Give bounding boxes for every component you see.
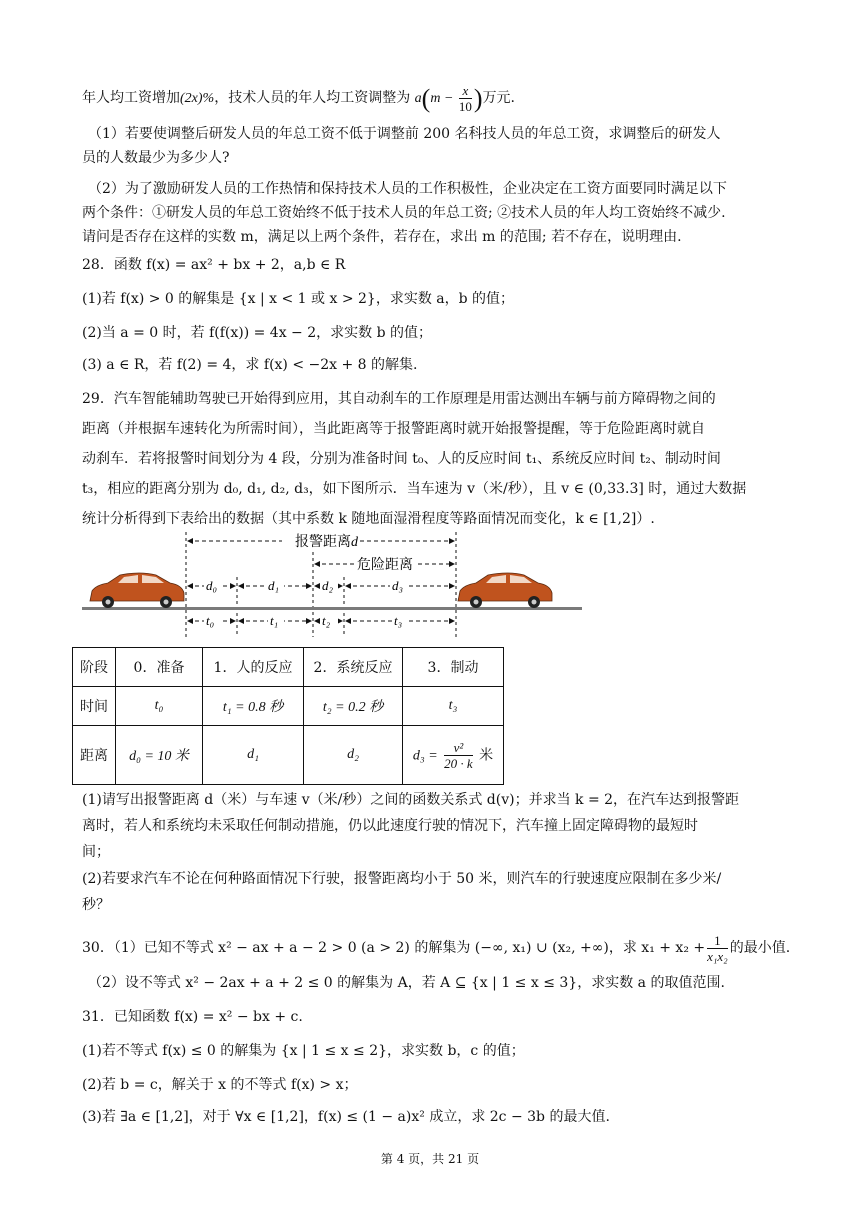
- p31-title: 31．已知函数 f(x) = x² − bx + c.: [82, 1009, 303, 1025]
- p27-q2-line2: 两个条件：①研发人员的年总工资始终不低于技术人员的年总工资; ②技术人员的年人均工资始终不减少.: [82, 205, 726, 221]
- p27-salary-line: [82, 83, 782, 113]
- p29-q1-line2: 离时，若人和系统均未采取任何制动措施，仍以此速度行驶的情况下，汽车撞上固定障碍物的最短时: [82, 818, 698, 834]
- p29-q1-line3: 间；: [82, 844, 110, 860]
- table-row: [73, 648, 504, 687]
- table-cell: t₀: [116, 687, 203, 726]
- t3-label: t₃: [394, 613, 403, 628]
- p28-title: 28．函数 f(x) = ax² + bx + 2，a,b ∈ R: [82, 257, 346, 273]
- t1-label: t₁: [270, 613, 279, 628]
- p27-text-d: 万元.: [482, 90, 516, 106]
- d3-label: d₃: [392, 578, 404, 593]
- p27-q2-line1: （2）为了激励研发人员的工作热情和保持技术人员的工作积极性，企业决定在工资方面要同时满足以下: [88, 181, 727, 197]
- car-left-icon: [90, 573, 184, 608]
- table-cell: 距离: [73, 726, 116, 785]
- braking-diagram: [82, 527, 586, 642]
- d0-label: d₀: [206, 578, 218, 593]
- p29-q2-line1: (2)若要求汽车不论在何种路面情况下行驶，报警距离均小于 50 米，则汽车的行驶速度应限制在多少米/: [82, 871, 722, 887]
- p29-line2: 距离（并根据车速转化为所需时间），当此距离等于报警距离时就开始报警提醒，等于危险距离时就自: [82, 421, 705, 437]
- p30-text-b: 的最小值.: [729, 940, 791, 956]
- t2-label: t₂: [322, 613, 331, 628]
- p27-q1-line2: 员的人数最少为多少人?: [82, 150, 230, 166]
- p30-fraction: $\frac{1}{\text{x₁x₂}}$: [707, 932, 728, 964]
- p29-q2-line2: 秒？: [82, 897, 110, 913]
- table-cell: 时间: [73, 687, 116, 726]
- p31-sub1: (1)若不等式 f(x) ≤ 0 的解集为 {x | 1 ≤ x ≤ 2}，求实数 b，c 的值；: [82, 1043, 525, 1059]
- table-cell: d₀ = 10 米: [116, 726, 203, 785]
- braking-stage-table: [72, 647, 504, 785]
- p27-formula: a(m − $\frac{x}{10}$ ): [414, 83, 483, 115]
- d2-label: d₂: [322, 578, 334, 593]
- p28-sub1: (1)若 f(x) > 0 的解集是 {x | x < 1 或 x > 2}，求实数 a，b 的值；: [82, 291, 515, 307]
- table-header-human-reaction: 1．人的反应: [203, 648, 304, 687]
- p29-q1-line1: (1)请写出报警距离 d（米）与车速 v（米/秒）之间的函数关系式 d(v)；并求当 k = 2，在汽车达到报警距: [82, 792, 740, 808]
- page-footer: 第 4 页，共 21 页: [380, 1152, 480, 1166]
- p30-line1: [82, 931, 791, 965]
- table-cell: d₂: [304, 726, 403, 785]
- p31-sub2: (2)若 b = c，解关于 x 的不等式 f(x) > x；: [82, 1077, 358, 1093]
- p27-q2-line3: 请问是否存在这样的实数 m，满足以上两个条件，若存在，求出 m 的范围; 若不存在，说明理由.: [82, 229, 682, 245]
- p30-text-a: 30．（1）已知不等式 x² − ax + a − 2 > 0 (a > 2) 的解集为 (−∞, x₁) ∪ (x₂, +∞)，求 x₁ + x₂ +: [82, 940, 706, 956]
- p27-q1-line1: （1）若要使调整后研发人员的年总工资不低于调整前 200 名科技人员的年总工资，求调整后的研发人: [88, 126, 721, 142]
- p29-line3: 动刹车．若将报警时间划分为 4 段，分别为准备时间 t₀、人的反应时间 t₁、系统反应时间 t₂、制动时间: [82, 451, 721, 467]
- table-row: [73, 687, 504, 726]
- alarm-distance-label: 报警距离d: [295, 535, 358, 550]
- table-header-prepare: 0．准备: [116, 648, 203, 687]
- table-header-stage: 阶段: [73, 648, 116, 687]
- p28-sub2: (2)当 a = 0 时，若 f(f(x)) = 4x − 2，求实数 b 的值；: [82, 325, 433, 341]
- p27-text-c: ，技术人员的年人均工资调整为: [214, 90, 411, 106]
- table-row: [73, 726, 504, 785]
- table-cell: t₁ = 0.8 秒: [203, 687, 304, 726]
- p29-line5: 统计分析得到下表给出的数据（其中系数 k 随地面湿滑程度等路面情况而变化，k ∈ [1,2]）.: [82, 511, 655, 527]
- road: [82, 607, 582, 610]
- table-header-braking: 3．制动: [403, 648, 504, 687]
- table-header-system-reaction: 2．系统反应: [304, 648, 403, 687]
- p29-line4: t₃，相应的距离分别为 d₀, d₁, d₂, d₃，如下图所示．当车速为 v（米/秒），且 v ∈ (0,33.3] 时，通过大数据: [82, 481, 747, 497]
- table-cell: t₂ = 0.2 秒: [304, 687, 403, 726]
- p27-text-a: 年人均工资增加: [82, 90, 180, 106]
- car-right-icon: [458, 573, 552, 608]
- p30-line2: （2）设不等式 x² − 2ax + a + 2 ≤ 0 的解集为 A，若 A ⊆ {x | 1 ≤ x ≤ 3}，求实数 a 的取值范围.: [88, 975, 725, 991]
- table-cell-d3-formula: d₃ = $\frac{\text{v²}}{20 \cdot k}$ 米: [403, 726, 504, 785]
- p29-line1: 29．汽车智能辅助驾驶已开始得到应用，其自动刹车的工作原理是用雷达测出车辆与前方障碍物之间的: [82, 391, 716, 407]
- p27-percent-expr: (2x)%: [180, 91, 215, 106]
- p31-sub3: (3)若 ∃a ∈ [1,2]，对于 ∀x ∈ [1,2]，f(x) ≤ (1 − a)x² 成立，求 2c − 3b 的最大值.: [82, 1109, 610, 1125]
- table-cell: t₃: [403, 687, 504, 726]
- d1-label: d₁: [268, 578, 280, 593]
- t0-label: t₀: [206, 613, 215, 628]
- danger-distance-label: 危险距离: [357, 558, 413, 573]
- table-cell: d₁: [203, 726, 304, 785]
- p28-sub3: (3) a ∈ R，若 f(2) = 4，求 f(x) < −2x + 8 的解集.: [82, 357, 418, 373]
